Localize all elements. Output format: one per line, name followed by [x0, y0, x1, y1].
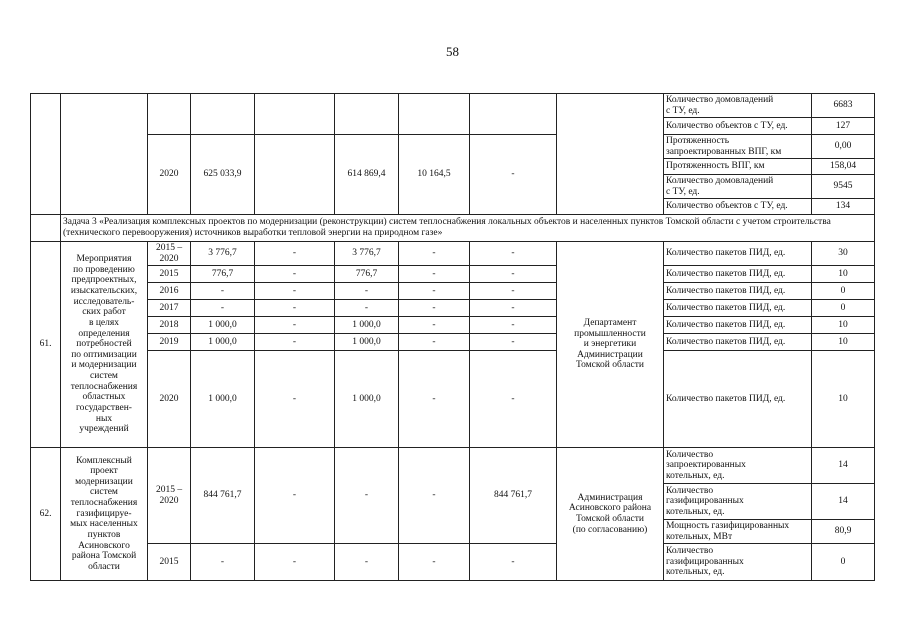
indicator-value: 10: [812, 351, 875, 448]
indicator-cell: Количество газифицированных котельных, ед.: [664, 544, 812, 581]
executor-cell: Администрация Асиновского района Томской области (по согласованию): [557, 448, 664, 581]
indicator-value: 9545: [812, 175, 875, 199]
regional-cell: -: [335, 300, 399, 317]
total-cell: 1 000,0: [191, 334, 255, 351]
indicator-value: 10: [812, 266, 875, 283]
table-row: [31, 94, 875, 118]
indicator-value: 134: [812, 199, 875, 215]
table-row: [31, 351, 875, 448]
indicator-value: 158,04: [812, 159, 875, 175]
other-cell: -: [470, 544, 557, 581]
indicator-cell: Количество пакетов ПИД, ед.: [664, 317, 812, 334]
indicator-cell: Количество объектов с ТУ, ед.: [664, 118, 812, 135]
local-cell: -: [399, 317, 470, 334]
local-cell: -: [399, 242, 470, 266]
regional-cell: 1 000,0: [335, 317, 399, 334]
year-cell: 2018: [148, 317, 191, 334]
other-cell: -: [470, 266, 557, 283]
other-cell: -: [470, 300, 557, 317]
row-number: 62.: [31, 448, 61, 581]
total-cell: 776,7: [191, 266, 255, 283]
indicator-cell: Количество запроектированных котельных, ед.: [664, 448, 812, 484]
total-cell: -: [191, 544, 255, 581]
local-cell: -: [399, 334, 470, 351]
indicator-cell: Количество пакетов ПИД, ед.: [664, 242, 812, 266]
local-cell: -: [399, 448, 470, 544]
indicator-cell: Количество пакетов ПИД, ед.: [664, 266, 812, 283]
indicator-cell: Протяженность запроектированных ВПГ, км: [664, 135, 812, 159]
year-cell: 2015 – 2020: [148, 448, 191, 544]
indicator-value: 6683: [812, 94, 875, 118]
total-cell: 1 000,0: [191, 317, 255, 334]
local-cell: -: [399, 300, 470, 317]
row-number: 61.: [31, 242, 61, 448]
indicator-value: 0: [812, 300, 875, 317]
total-cell: 844 761,7: [191, 448, 255, 544]
federal-cell: -: [255, 266, 335, 283]
table-row: [31, 448, 875, 484]
regional-cell: 614 869,4: [335, 135, 399, 215]
regional-cell: 1 000,0: [335, 334, 399, 351]
local-cell: -: [399, 283, 470, 300]
total-cell: 1 000,0: [191, 351, 255, 448]
year-cell: 2017: [148, 300, 191, 317]
year-cell: 2015: [148, 266, 191, 283]
table-row: [31, 283, 875, 300]
indicator-cell: Мощность газифицированных котельных, МВт: [664, 520, 812, 544]
other-cell: -: [470, 242, 557, 266]
federal-cell: -: [255, 300, 335, 317]
indicator-cell: Количество домовладений с ТУ, ед.: [664, 94, 812, 118]
indicator-cell: Количество домовладений с ТУ, ед.: [664, 175, 812, 199]
table-row: [31, 266, 875, 283]
indicator-value: 0: [812, 283, 875, 300]
federal-cell: -: [255, 448, 335, 544]
indicator-cell: Количество объектов с ТУ, ед.: [664, 199, 812, 215]
other-cell: -: [470, 135, 557, 215]
federal-cell: -: [255, 334, 335, 351]
indicator-value: 127: [812, 118, 875, 135]
name-cell: [61, 94, 148, 215]
federal-cell: -: [255, 544, 335, 581]
year-cell: 2015 – 2020: [148, 242, 191, 266]
regional-cell: -: [335, 448, 399, 544]
indicator-cell: Количество пакетов ПИД, ед.: [664, 300, 812, 317]
local-cell: -: [399, 351, 470, 448]
indicator-value: 10: [812, 334, 875, 351]
other-cell: -: [470, 334, 557, 351]
indicator-cell: Количество пакетов ПИД, ед.: [664, 351, 812, 448]
indicator-cell: Протяженность ВПГ, км: [664, 159, 812, 175]
local-cell: -: [399, 266, 470, 283]
other-cell: -: [470, 317, 557, 334]
year-cell: 2015: [148, 544, 191, 581]
indicator-cell: Количество пакетов ПИД, ед.: [664, 334, 812, 351]
indicator-value: 80,9: [812, 520, 875, 544]
executor-cell: [557, 94, 664, 215]
task-heading: Задача 3 «Реализация комплексных проектов по модернизации (реконструкции) систем теплоснабжения локальных объектов и населенных пунктов Томской области с учетом строительства (технического перевооружения) источников выработки тепловой энергии на природном газе»: [61, 215, 875, 242]
regional-cell: 3 776,7: [335, 242, 399, 266]
regional-cell: -: [335, 544, 399, 581]
federal-cell: -: [255, 351, 335, 448]
year-cell: 2020: [148, 351, 191, 448]
regional-cell: -: [335, 283, 399, 300]
total-cell: -: [191, 300, 255, 317]
table-row: [31, 334, 875, 351]
table-row: [31, 300, 875, 317]
indicator-value: 14: [812, 448, 875, 484]
indicator-cell: Количество пакетов ПИД, ед.: [664, 283, 812, 300]
federal-cell: -: [255, 317, 335, 334]
measure-name: Мероприятия по проведению предпроектных, изыскательских, исследователь- ских работ в целях определения потребностей по оптимизации и модернизации систем теплоснабжения областных государствен- ных учреждений: [61, 242, 148, 448]
indicator-value: 14: [812, 484, 875, 520]
local-cell: 10 164,5: [399, 135, 470, 215]
program-table: [30, 93, 875, 581]
federal-cell: -: [255, 283, 335, 300]
executor-cell: Департамент промышленности и энергетики Администрации Томской области: [557, 242, 664, 448]
table-row: [31, 317, 875, 334]
indicator-cell: Количество газифицированных котельных, ед.: [664, 484, 812, 520]
page-number: 58: [446, 44, 459, 59]
indicator-value: 0: [812, 544, 875, 581]
year-cell: 2019: [148, 334, 191, 351]
measure-name: Комплексный проект модернизации систем теплоснабжения газифицируе- мых населенных пунктов Асиновского района Томской области: [61, 448, 148, 581]
total-cell: 625 033,9: [191, 135, 255, 215]
other-cell: -: [470, 351, 557, 448]
indicator-value: 0,00: [812, 135, 875, 159]
total-cell: 3 776,7: [191, 242, 255, 266]
regional-cell: 776,7: [335, 266, 399, 283]
indicator-value: 30: [812, 242, 875, 266]
table-row: [31, 135, 875, 159]
table-row: [31, 215, 875, 242]
year-cell: 2016: [148, 283, 191, 300]
total-cell: -: [191, 283, 255, 300]
other-cell: -: [470, 283, 557, 300]
indicator-value: 10: [812, 317, 875, 334]
local-cell: -: [399, 544, 470, 581]
federal-cell: [255, 135, 335, 215]
table-row: [31, 242, 875, 266]
num-cell: [31, 94, 61, 215]
table-row: [31, 544, 875, 581]
other-cell: 844 761,7: [470, 448, 557, 544]
regional-cell: 1 000,0: [335, 351, 399, 448]
year-cell: 2020: [148, 135, 191, 215]
federal-cell: -: [255, 242, 335, 266]
